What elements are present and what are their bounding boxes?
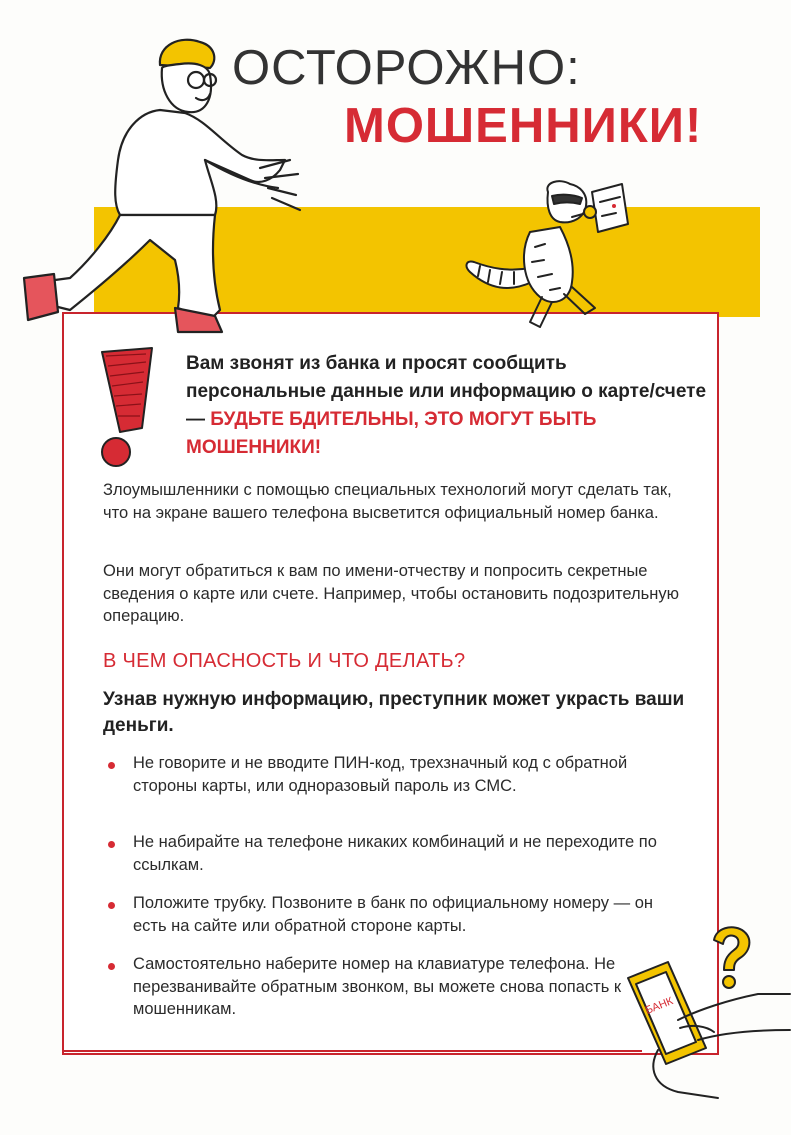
phone-in-hand-illustration <box>618 950 790 1100</box>
bullet-dot <box>108 841 115 848</box>
bullet-item-2: Не набирайте на телефоне никаких комбинаций и не переходите по ссылкам. <box>133 833 657 874</box>
lead-text: Вам звонят из банка и просят сообщить персональные данные или информацию о карте/счете — <box>186 353 707 430</box>
section-heading: В ЧЕМ ОПАСНОСТЬ И ЧТО ДЕЛАТЬ? <box>103 650 466 672</box>
bullet-dot <box>108 902 115 909</box>
title-line-2: МОШЕННИКИ! <box>344 99 703 153</box>
bullet-item-4: Самостоятельно наберите номер на клавиатуре телефона. Не перезванивайте обратным звонком, вы можете снова попасть к мошенникам. <box>133 955 622 1018</box>
card-bottom-line <box>62 1050 642 1052</box>
raccoon-thief-illustration <box>460 172 640 332</box>
subheading: Узнав нужную информацию, преступник может украсть ваши деньги. <box>103 689 685 736</box>
lead-paragraph <box>186 350 706 462</box>
bullet-item-1: Не говорите и не вводите ПИН-код, трехзначный код с обратной стороны карты, или одноразовый пароль из СМС. <box>133 754 628 795</box>
lead-warning: БУДЬТЕ БДИТЕЛЬНЫ, ЭТО МОГУТ БЫТЬ МОШЕННИКИ! <box>186 409 597 458</box>
paragraph-2: Они могут обратиться к вам по имени-отчеству и попросить секретные сведения о карте или счете. Например, чтобы остановить подозрительную операцию. <box>103 562 680 625</box>
title-line-1: ОСТОРОЖНО: <box>232 41 581 95</box>
bullet-dot <box>108 762 115 769</box>
bullet-dot <box>108 963 115 970</box>
bullet-item-3: Положите трубку. Позвоните в банк по официальному номеру — он есть на сайте или обратной стороне карты. <box>133 894 654 935</box>
exclamation-icon <box>96 346 166 476</box>
paragraph-1: Злоумышленники с помощью специальных технологий могут сделать так, что на экране вашего телефона высветится официальный номер банка. <box>103 481 672 522</box>
phone-screen-label: БАНК <box>643 995 675 1017</box>
running-man-illustration <box>10 20 310 330</box>
